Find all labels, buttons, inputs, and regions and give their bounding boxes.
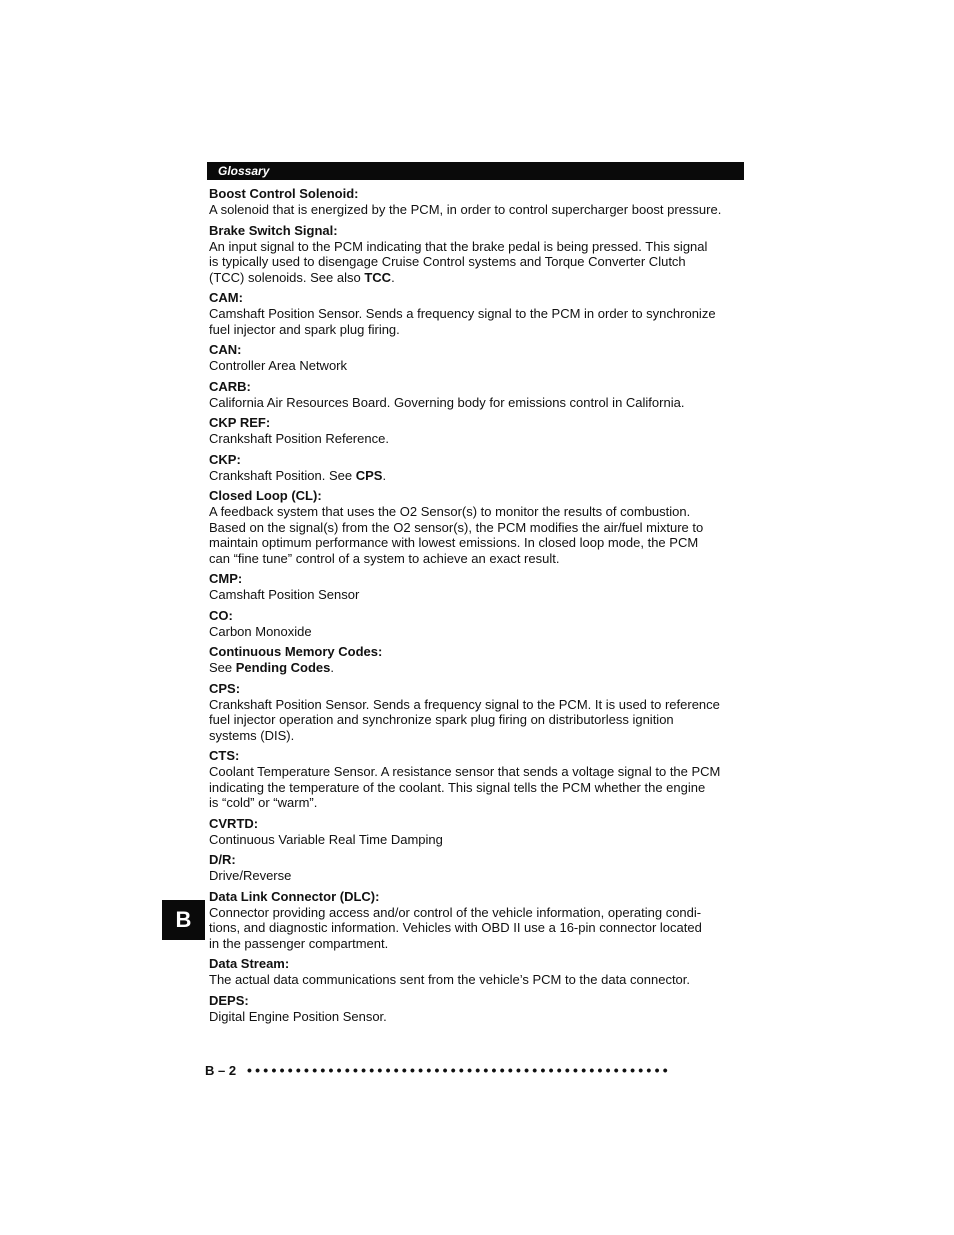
glossary-entry (209, 571, 743, 603)
definition-line (209, 254, 743, 270)
glossary-entry (209, 223, 743, 286)
definition-text: Camshaft Position Sensor (209, 587, 360, 602)
glossary-definition (209, 697, 743, 744)
definition-line (209, 535, 743, 551)
definition-text: A feedback system that uses the O2 Sensor(s) to monitor the results of combustion. (209, 504, 691, 519)
definition-line (209, 728, 743, 744)
definition-line (209, 551, 743, 567)
glossary-term: CVRTD: (209, 815, 259, 831)
glossary-definition (209, 868, 743, 884)
definition-text: is typically used to disengage Cruise Control systems and Torque Converter Clutch (209, 254, 686, 269)
dot-leader: •••••••••••••••••••••••••••••••••••••••••••••••••••• (247, 1062, 671, 1078)
glossary-term: Closed Loop (CL): (209, 488, 322, 503)
definition-text: (TCC) solenoids. See also (209, 269, 365, 285)
definition-text: Crankshaft Position. See (209, 467, 356, 483)
definition-text: fuel injector operation and synchronize spark plug firing on distributorless ignition (209, 712, 674, 727)
glossary-definition (209, 764, 743, 811)
definition-line (209, 270, 743, 286)
glossary-definition (209, 587, 743, 603)
glossary-definition (209, 504, 743, 566)
glossary-definition (209, 832, 743, 848)
glossary-term: Data Link Connector (DLC): (209, 888, 380, 904)
definition-text: indicating the temperature of the coolant. This signal tells the PCM whether the engine (209, 779, 706, 795)
glossary-term: DEPS: (209, 992, 249, 1008)
glossary-term: D/R: (209, 852, 236, 867)
definition-text: Drive/Reverse (209, 868, 292, 883)
glossary-term: Data Stream: (209, 956, 290, 971)
definition-line (209, 468, 743, 484)
definition-line (209, 624, 743, 640)
appendix-tab: B (162, 900, 205, 940)
section-title: Glossary (218, 164, 270, 178)
definition-text: Continuous Variable Real Time Damping (209, 831, 443, 847)
glossary-entry (209, 816, 743, 848)
definition-line (209, 920, 743, 936)
glossary-entries (209, 186, 743, 1029)
glossary-term: CO: (209, 607, 233, 623)
definition-text: Controller Area Network (209, 358, 347, 373)
definition-line (209, 936, 743, 952)
glossary-term: Brake Switch Signal: (209, 222, 338, 238)
glossary-definition (209, 239, 743, 286)
definition-text: See (209, 660, 236, 675)
glossary-entry (209, 186, 743, 218)
glossary-entry (209, 608, 743, 640)
glossary-definition (209, 624, 743, 640)
definition-text: Connector providing access and/or control of the vehicle information, operating condi- (209, 904, 702, 920)
definition-text: The actual data communications sent from the vehicle’s PCM to the data connector. (209, 972, 691, 987)
glossary-entry (209, 644, 743, 676)
glossary-definition (209, 395, 743, 411)
definition-text: fuel injector and spark plug firing. (209, 321, 400, 337)
glossary-term: CAN: (209, 342, 242, 357)
glossary-entry (209, 889, 743, 952)
glossary-entry (209, 748, 743, 811)
definition-line (209, 712, 743, 728)
definition-line (209, 520, 743, 536)
definition-tail: . (391, 269, 395, 285)
glossary-term: Continuous Memory Codes: (209, 644, 383, 659)
glossary-definition (209, 972, 743, 988)
definition-line (209, 868, 743, 884)
glossary-definition (209, 468, 743, 484)
glossary-entry (209, 452, 743, 484)
glossary-entry (209, 852, 743, 884)
definition-text: maintain optimum performance with lowest emissions. In closed loop mode, the PCM (209, 535, 699, 550)
definition-line (209, 832, 743, 848)
glossary-definition (209, 202, 743, 218)
definition-line (209, 764, 743, 780)
definition-line (209, 358, 743, 374)
definition-tail: . (382, 467, 387, 483)
definition-text: Crankshaft Position Reference. (209, 431, 389, 446)
definition-line (209, 780, 743, 796)
definition-line (209, 905, 743, 921)
glossary-definition (209, 431, 743, 447)
definition-line (209, 202, 743, 218)
definition-line (209, 431, 743, 447)
definition-text: Digital Engine Position Sensor. (209, 1008, 387, 1024)
glossary-entry (209, 681, 743, 744)
glossary-term: CPS: (209, 680, 241, 696)
glossary-definition (209, 660, 743, 676)
glossary-term: CMP: (209, 571, 243, 586)
glossary-definition (209, 905, 743, 952)
definition-text: California Air Resources Board. Governing body for emissions control in California. (209, 394, 685, 410)
glossary-entry (209, 415, 743, 447)
definition-tail: . (330, 660, 334, 675)
glossary-term: CKP REF: (209, 415, 271, 430)
glossary-definition (209, 306, 743, 337)
glossary-definition (209, 1009, 743, 1025)
definition-line (209, 972, 743, 988)
definition-text: Camshaft Position Sensor. Sends a frequency signal to the PCM in order to synchronize (209, 306, 716, 321)
definition-text: systems (DIS). (209, 727, 295, 743)
definition-text: An input signal to the PCM indicating that the brake pedal is being pressed. This signal (209, 238, 708, 254)
definition-line (209, 322, 743, 338)
section-header-bar (207, 162, 744, 180)
definition-text: Based on the signal(s) from the O2 sensor(s), the PCM modifies the air/fuel mixture to (209, 519, 704, 535)
definition-line (209, 239, 743, 255)
cross-reference: Pending Codes (235, 660, 331, 675)
definition-text: Carbon Monoxide (209, 623, 312, 639)
definition-text: tions, and diagnostic information. Vehicles with OBD II use a 16-pin connector located (209, 920, 702, 935)
glossary-term: CKP: (209, 451, 241, 467)
definition-text: Coolant Temperature Sensor. A resistance sensor that sends a voltage signal to the PCM (209, 764, 721, 779)
definition-text: A solenoid that is energized by the PCM, in order to control supercharger boost pressure. (209, 202, 722, 217)
cross-reference: TCC (364, 269, 392, 285)
definition-line (209, 660, 743, 676)
glossary-term: CAM: (209, 290, 243, 305)
glossary-term: Boost Control Solenoid: (209, 186, 359, 201)
glossary-term: CARB: (209, 378, 251, 394)
cross-reference: CPS (355, 467, 383, 483)
definition-line (209, 504, 743, 520)
glossary-entry (209, 379, 743, 411)
glossary-entry (209, 993, 743, 1025)
glossary-entry (209, 290, 743, 337)
definition-text: can “fine tune” control of a system to achieve an exact result. (209, 550, 560, 566)
definition-line (209, 1009, 743, 1025)
page-footer (205, 1062, 745, 1082)
definition-text: Crankshaft Position Sensor. Sends a frequency signal to the PCM. It is used to reference (209, 696, 720, 712)
definition-line (209, 697, 743, 713)
glossary-term: CTS: (209, 748, 240, 763)
definition-text: is “cold” or “warm”. (209, 795, 318, 810)
definition-line (209, 306, 743, 322)
definition-line (209, 795, 743, 811)
glossary-definition (209, 358, 743, 374)
definition-line (209, 587, 743, 603)
glossary-entry (209, 342, 743, 374)
page-number: B – 2 (205, 1063, 237, 1078)
definition-text: in the passenger compartment. (209, 935, 389, 951)
definition-line (209, 395, 743, 411)
glossary-entry (209, 956, 743, 988)
glossary-entry (209, 488, 743, 566)
